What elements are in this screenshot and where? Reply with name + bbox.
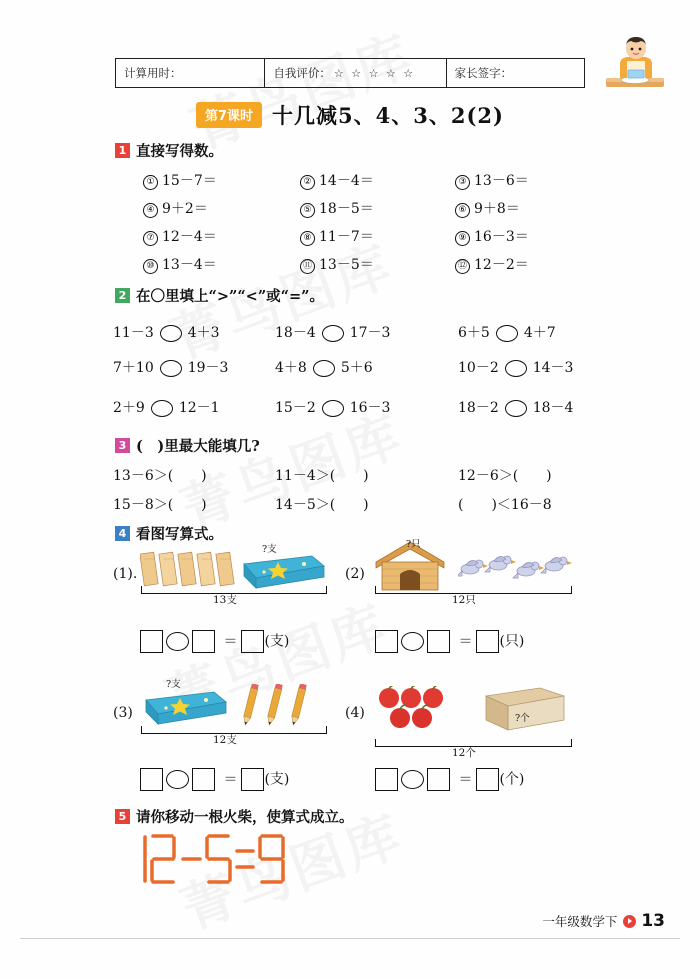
q3-item-text: ( )＜16－8: [458, 497, 552, 513]
q2-left: 6＋5: [458, 325, 490, 341]
q2-item: [458, 357, 573, 377]
footer-divider: [20, 938, 680, 939]
operator-circle[interactable]: [401, 632, 424, 651]
q1-item-marker: ③: [455, 175, 470, 190]
header-selfeval-label: 自我评价：: [273, 66, 331, 80]
section-number: 3: [115, 438, 130, 453]
compare-circle[interactable]: [322, 400, 344, 417]
answer-box[interactable]: [476, 630, 499, 653]
q1-item-marker: ②: [300, 175, 315, 190]
apples-picture: [375, 686, 467, 732]
answer-box[interactable]: [241, 630, 264, 653]
q4-answer-row[interactable]: ＝ (支): [140, 630, 289, 653]
q2-left: 10－2: [458, 360, 499, 376]
q2-item: [275, 322, 390, 342]
q4-unit: (只): [499, 633, 525, 650]
q4-qmark: ?支: [262, 544, 277, 555]
answer-box[interactable]: [375, 768, 398, 791]
q2-item: [458, 322, 556, 342]
girl-illustration-icon: [600, 34, 670, 94]
q4-total-label: 12个: [452, 747, 476, 759]
q2-item: [113, 397, 220, 417]
q1-item-text: 13－4＝: [162, 257, 217, 273]
section-heading-3: [115, 435, 260, 456]
q1-item: [455, 198, 520, 219]
q2-left: 15－2: [275, 400, 316, 416]
q2-left: 18－2: [458, 400, 499, 416]
answer-box[interactable]: [375, 630, 398, 653]
page-number: 13: [641, 911, 665, 931]
q1-item-text: 16－3＝: [474, 229, 529, 245]
header-parent-label: 家长签字：: [454, 66, 513, 80]
q4-answer-row[interactable]: ＝ (个): [375, 768, 524, 791]
q3-item-text: 15－8＞( ): [113, 497, 207, 513]
page-title: 十几减5、4、3、2(2): [272, 103, 504, 128]
answer-box[interactable]: [427, 630, 450, 653]
q2-left: 4＋8: [275, 360, 307, 376]
q1-item: [300, 254, 374, 275]
q2-right: 18－4: [532, 400, 574, 416]
q2-right: 4＋3: [187, 325, 220, 341]
q2-left: 7＋10: [113, 360, 154, 376]
birds-picture: [458, 545, 578, 590]
section-heading-1: [115, 140, 223, 161]
rulers-picture: [140, 543, 240, 588]
compare-circle[interactable]: [160, 325, 182, 342]
q4-total-label: 12只: [452, 594, 476, 606]
q2-item: [113, 357, 228, 377]
q1-item-text: 15－7＝: [162, 173, 217, 189]
section-number: 2: [115, 288, 130, 303]
header-time-cell: [116, 59, 265, 87]
q4-total-label: 13支: [213, 594, 237, 606]
section-label: 在〇里填上“>”“<”或“=”。: [136, 288, 324, 305]
q2-left: 18－4: [275, 325, 316, 341]
lesson-title-row: [0, 100, 700, 130]
q3-item[interactable]: [113, 465, 207, 485]
q1-item-marker: ⑨: [455, 231, 470, 246]
header-parent-cell: [447, 59, 584, 87]
q3-item-text: 11－4＞( ): [275, 468, 369, 484]
pencils-picture: [236, 684, 330, 732]
section-number: 1: [115, 143, 130, 158]
q3-item-text: 13－6＞( ): [113, 468, 207, 484]
q1-item-text: 9＋8＝: [474, 201, 520, 217]
q1-item-marker: ⑩: [143, 259, 158, 274]
q1-item-marker: ⑦: [143, 231, 158, 246]
q1-item-text: 11－7＝: [319, 229, 374, 245]
q2-right: 5＋6: [340, 360, 373, 376]
section-label: ( )里最大能填几?: [136, 438, 260, 455]
lesson-badge: 第7课时: [196, 102, 262, 128]
operator-circle[interactable]: [166, 632, 189, 651]
q4-problem-label: (4): [345, 705, 365, 721]
q1-item: [455, 170, 529, 191]
q3-item[interactable]: [275, 494, 369, 514]
compare-circle[interactable]: [151, 400, 173, 417]
q1-item-text: 9＋2＝: [162, 201, 208, 217]
q1-item-marker: ①: [143, 175, 158, 190]
section-label: 看图写算式。: [136, 526, 223, 543]
q1-item-text: 18－5＝: [319, 201, 374, 217]
q3-item[interactable]: [275, 465, 369, 485]
q2-right: 16－3: [349, 400, 391, 416]
q1-item: [300, 226, 374, 247]
q4-problem-label: (1).: [113, 566, 138, 582]
section-heading-5: [115, 806, 354, 827]
q1-item-marker: ⑧: [300, 231, 315, 246]
compare-circle[interactable]: [496, 325, 518, 342]
q4-answer-row[interactable]: ＝ (支): [140, 768, 289, 791]
compare-circle[interactable]: [313, 360, 335, 377]
footer-book-label: 一年级数学下: [542, 914, 618, 929]
q1-item-marker: ⑥: [455, 203, 470, 218]
q1-item-marker: ⑪: [300, 259, 315, 274]
q3-item[interactable]: [113, 494, 207, 514]
section-label: 直接写得数。: [136, 143, 223, 160]
q3-item[interactable]: [458, 465, 552, 485]
q1-item: [300, 170, 374, 191]
q1-item: [143, 226, 217, 247]
q4-total-label: 12支: [213, 734, 237, 746]
q3-item-text: 14－5＞( ): [275, 497, 369, 513]
answer-box[interactable]: [140, 768, 163, 791]
section-label: 请你移动一根火柴，使算式成立。: [136, 809, 354, 826]
q2-item: [275, 397, 390, 417]
answer-box[interactable]: [476, 768, 499, 791]
q2-item: [275, 357, 373, 377]
q1-item-text: 12－2＝: [474, 257, 529, 273]
compare-circle[interactable]: [322, 325, 344, 342]
q4-qmark: ?只: [406, 539, 421, 550]
q1-item: [143, 254, 217, 275]
operator-circle[interactable]: [401, 770, 424, 789]
q2-right: 4＋7: [523, 325, 556, 341]
section-number: 5: [115, 809, 130, 824]
q2-item: [458, 397, 573, 417]
q1-item-marker: ④: [143, 203, 158, 218]
q4-problem-label: (2): [345, 566, 365, 582]
pencilcase-picture: [140, 686, 230, 728]
q2-right: 19－3: [187, 360, 229, 376]
section-number: 4: [115, 526, 130, 541]
q2-item: [113, 322, 220, 342]
q3-item[interactable]: [458, 494, 552, 514]
q1-item-text: 13－5＝: [319, 257, 374, 273]
q4-unit: (支): [264, 633, 290, 650]
answer-box[interactable]: [192, 768, 215, 791]
answer-box[interactable]: [427, 768, 450, 791]
q4-qmark: ?支: [166, 679, 181, 690]
compare-circle[interactable]: [160, 360, 182, 377]
header-selfeval-cell: [265, 59, 446, 87]
q1-item-text: 14－4＝: [319, 173, 374, 189]
answer-box[interactable]: [140, 630, 163, 653]
answer-box[interactable]: [192, 630, 215, 653]
q1-item-marker: ⑤: [300, 203, 315, 218]
header-table: [115, 58, 585, 88]
q2-left: 2＋9: [113, 400, 145, 416]
footer: [542, 911, 665, 931]
q1-item-text: 13－6＝: [474, 173, 529, 189]
matchstick-equation[interactable]: [135, 833, 285, 885]
q4-unit: (支): [264, 771, 290, 788]
q1-item: [300, 198, 374, 219]
q1-item-text: 12－4＝: [162, 229, 217, 245]
q2-right: 17－3: [349, 325, 391, 341]
q1-item: [143, 170, 217, 191]
q3-item-text: 12－6＞( ): [458, 468, 552, 484]
q1-item: [143, 198, 208, 219]
q4-problem-label: (3): [113, 705, 133, 721]
q1-item: [455, 226, 529, 247]
page-marker-icon: [623, 915, 636, 928]
q2-right: 12－1: [178, 400, 220, 416]
star-rating[interactable]: ☆ ☆ ☆ ☆ ☆: [333, 66, 416, 80]
compare-circle[interactable]: [505, 400, 527, 417]
compare-circle[interactable]: [505, 360, 527, 377]
q1-item-marker: ⑫: [455, 259, 470, 274]
q4-unit: (个): [499, 771, 525, 788]
q2-left: 11－3: [113, 325, 154, 341]
q1-item: [455, 254, 529, 275]
q2-right: 14－3: [532, 360, 574, 376]
section-heading-4: [115, 523, 223, 544]
operator-circle[interactable]: [166, 770, 189, 789]
q4-qmark: ?个: [515, 713, 530, 724]
q4-answer-row[interactable]: ＝ (只): [375, 630, 524, 653]
section-heading-2: [115, 285, 324, 306]
header-time-label: 计算用时：: [124, 66, 182, 80]
answer-box[interactable]: [241, 768, 264, 791]
